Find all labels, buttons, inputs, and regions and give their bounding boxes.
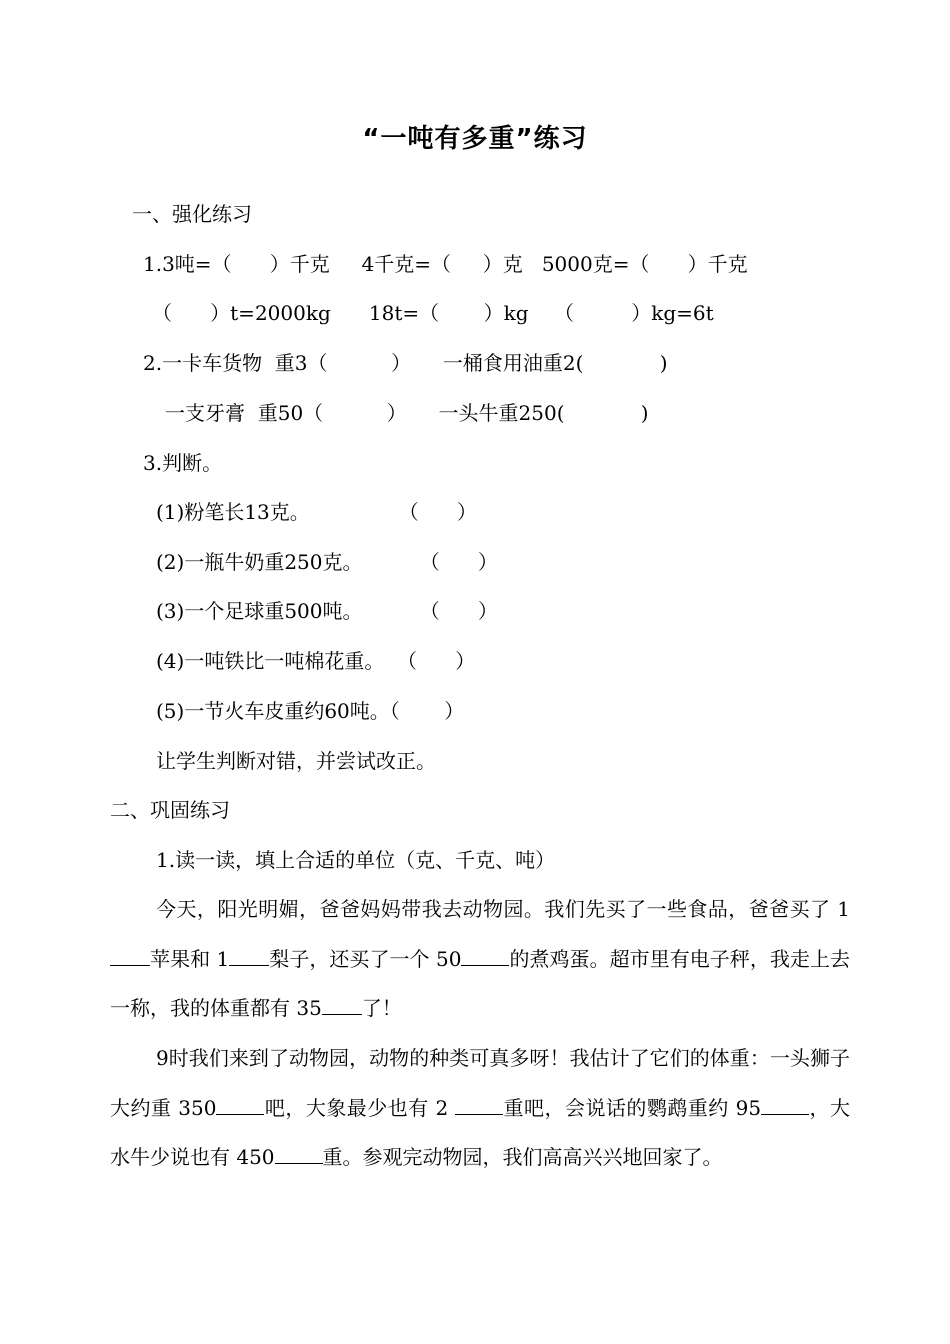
fill-blank[interactable] bbox=[761, 1092, 809, 1115]
judge-note: 让学生判断对错，并尝试改正。 bbox=[156, 749, 436, 773]
judge-item-5: (5)一节火车皮重约60吨。（ ） bbox=[156, 699, 465, 723]
section-2-question-1-heading: 1.读一读，填上合适的单位（克、千克、吨） bbox=[156, 848, 556, 872]
section-2-heading: 二、巩固练习 bbox=[110, 798, 230, 822]
question-3-heading: 3.判断。 bbox=[143, 451, 223, 475]
question-2-row-2: 一支牙膏 重50（ ） 一头牛重250( ) bbox=[165, 401, 649, 425]
fill-blank[interactable] bbox=[322, 992, 362, 1015]
judge-item-3: (3)一个足球重500吨。 （ ） bbox=[156, 599, 498, 623]
question-2-row-1: 2.一卡车货物 重3（ ） 一桶食用油重2( ) bbox=[143, 351, 668, 375]
fill-blank[interactable] bbox=[110, 943, 150, 966]
fill-blank[interactable] bbox=[455, 1092, 503, 1115]
page-title: “一吨有多重”练习 bbox=[362, 124, 588, 154]
fill-blank[interactable] bbox=[461, 943, 509, 966]
judge-item-4: (4)一吨铁比一吨棉花重。 （ ） bbox=[156, 649, 476, 673]
fill-blank[interactable] bbox=[275, 1141, 323, 1164]
reading-paragraph-2: 9时我们来到了动物园，动物的种类可真多呀！我估计了它们的体重：一头狮子大约重 350 吧，大象最少也有 2 重吧，会说话的鹦鹉重约 95 ，大水牛少说也有 450 重。参观完动物园，我们高高兴兴地回家了。 bbox=[110, 1046, 851, 1169]
section-1-heading: 一、强化练习 bbox=[132, 202, 252, 226]
question-1-row-2: （ ）t=2000kg 18t=（ ）kg （ ）kg=6t bbox=[152, 301, 714, 325]
fill-blank[interactable] bbox=[229, 943, 269, 966]
fill-blank[interactable] bbox=[216, 1092, 264, 1115]
judge-item-2: (2)一瓶牛奶重250克。 （ ） bbox=[156, 550, 498, 574]
question-1-row-1: 1.3吨=（ ）千克 4千克=（ ）克 5000克=（ ）千克 bbox=[143, 252, 748, 276]
judge-item-1: (1)粉笔长13克。 （ ） bbox=[156, 500, 477, 524]
reading-paragraph-1: 今天，阳光明媚，爸爸妈妈带我去动物园。我们先买了一些食品，爸爸买了 1苹果和 1 梨子，还买了一个 50 的煮鸡蛋。超市里有电子秤，我走上去一称，我的体重都有 35 了！ bbox=[110, 897, 851, 1020]
